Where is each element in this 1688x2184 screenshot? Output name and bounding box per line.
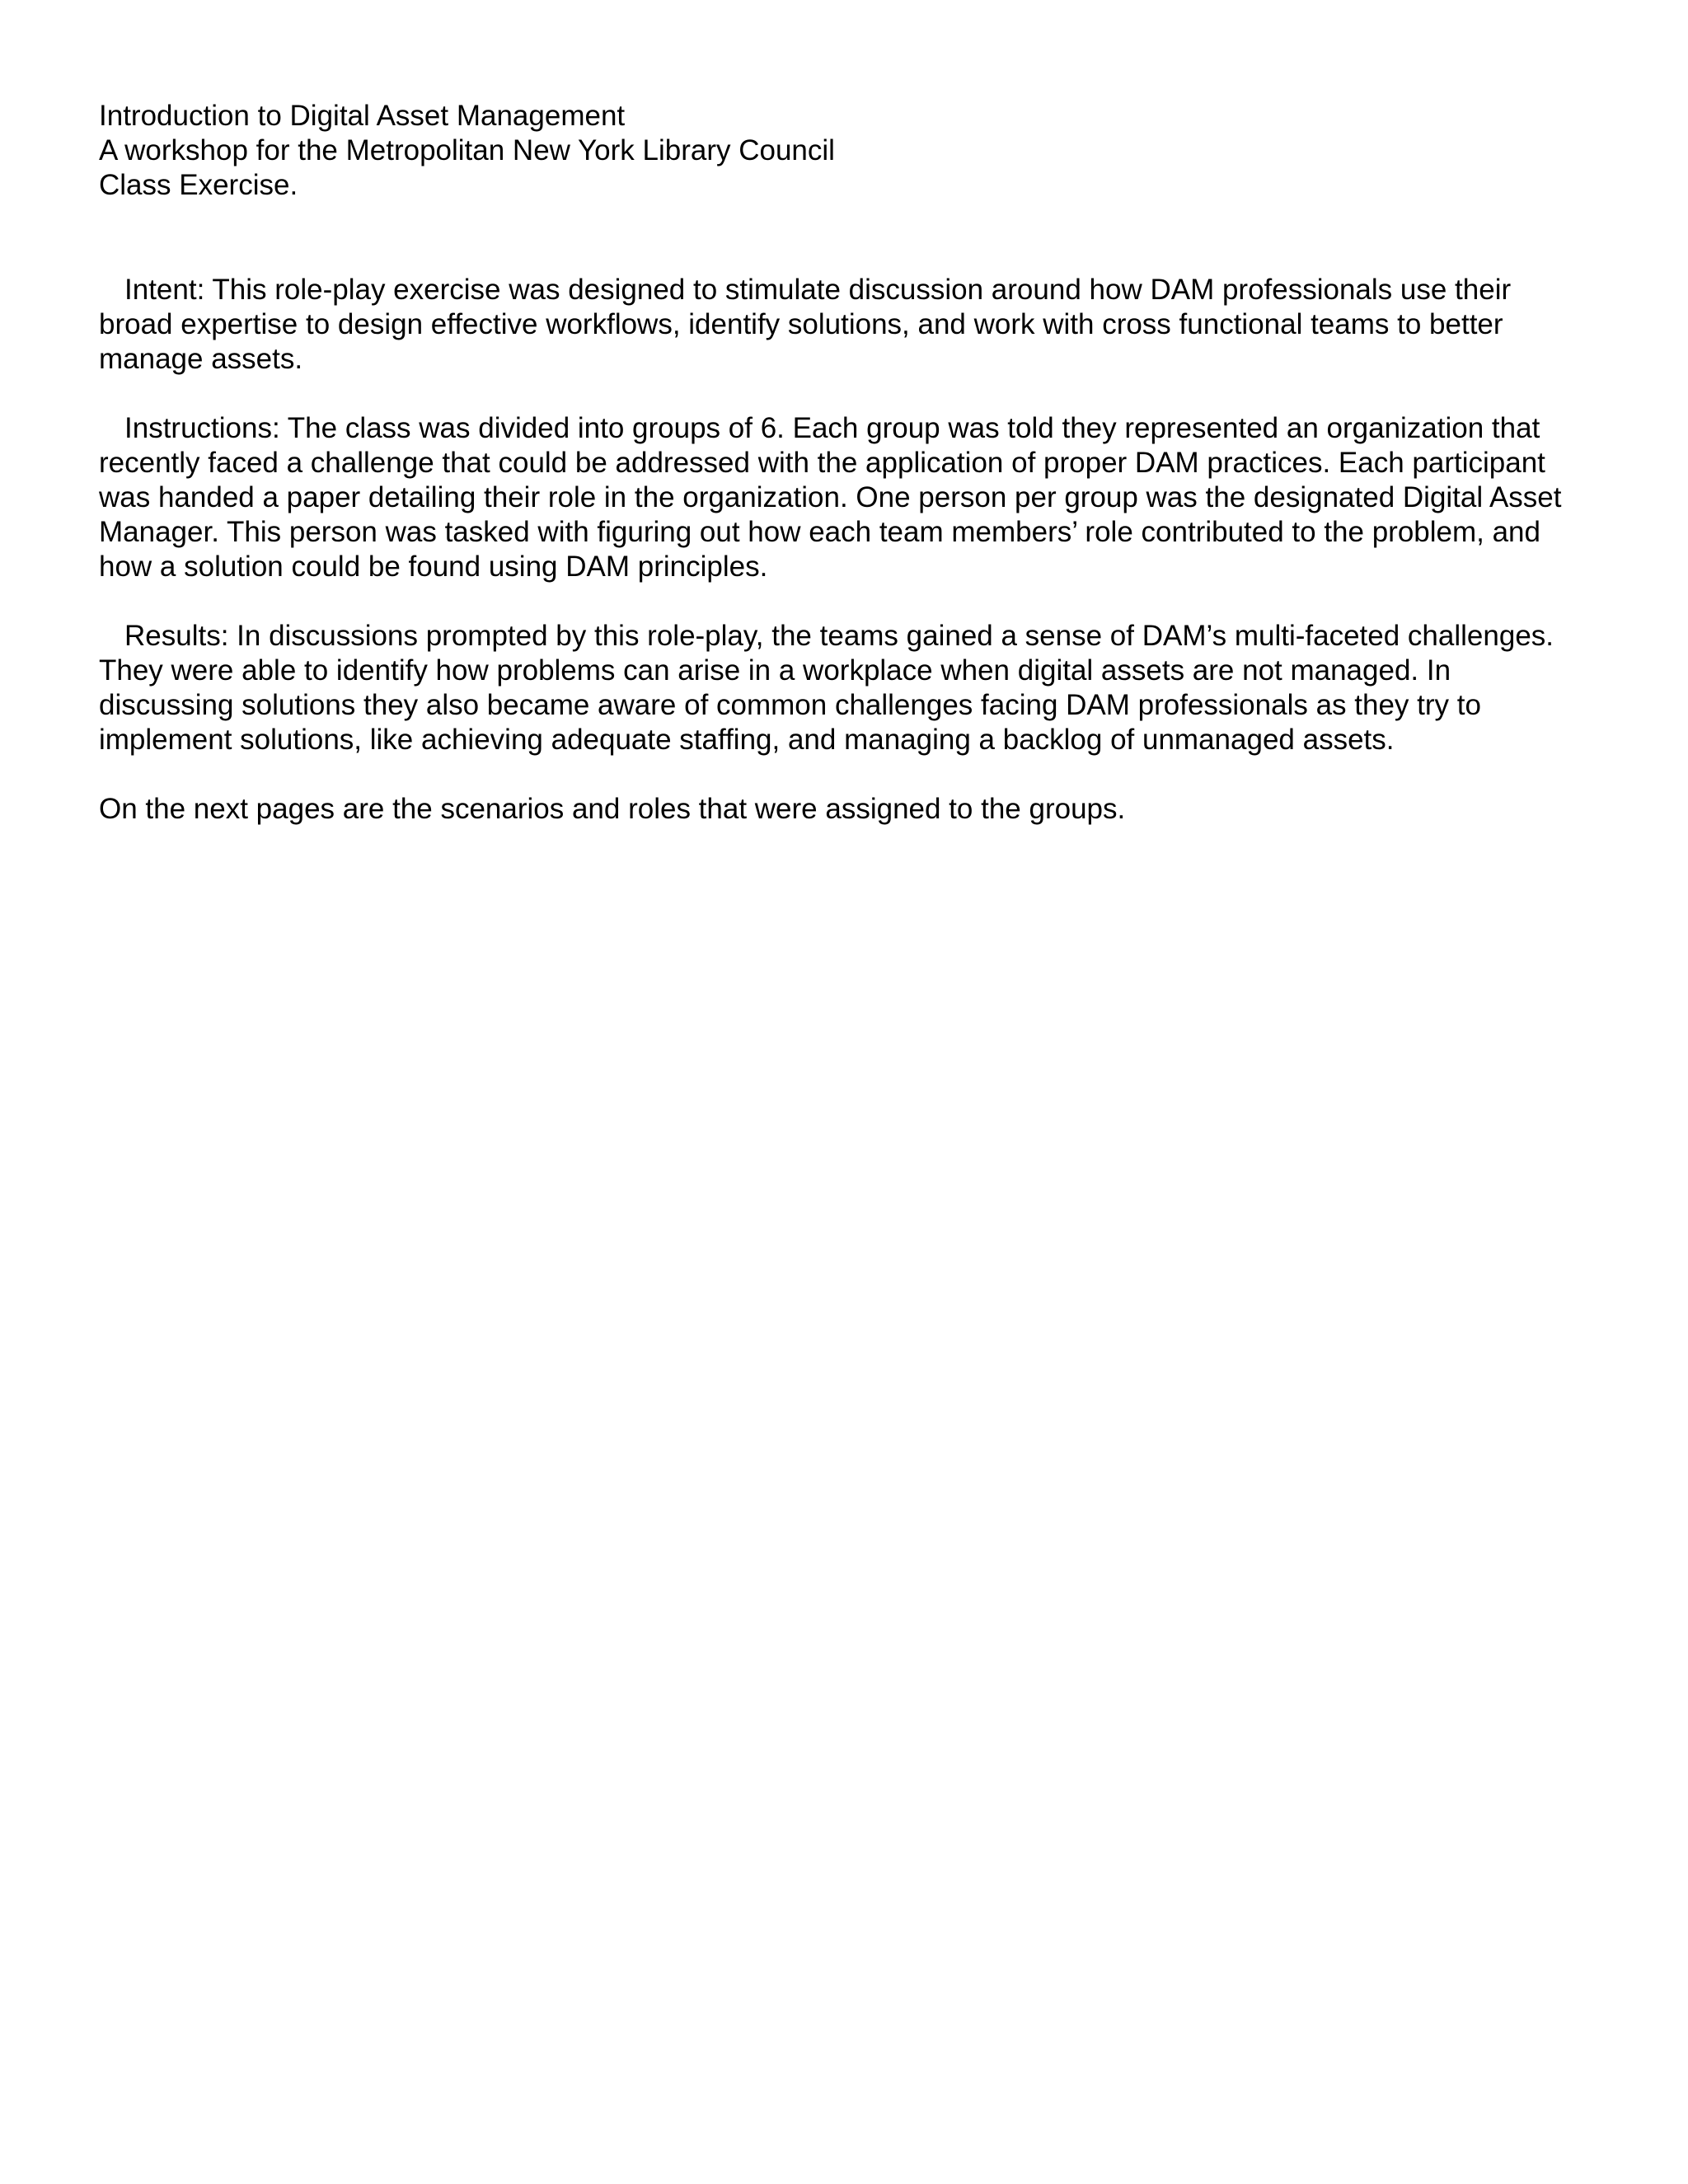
document-subtitle: A workshop for the Metropolitan New York Library Council (99, 134, 835, 166)
document-label: Class Exercise. (99, 169, 298, 201)
document-body (99, 273, 1591, 827)
closing-paragraph: On the next pages are the scenarios and roles that were assigned to the groups. (99, 793, 1126, 825)
results-paragraph: Results: In discussions prompted by this role-play, the teams gained a sense of DAM’s multi-faceted challenges. They were able to identify how problems can arise in a workplace when digital assets are not managed. In discussing solutions they also became aware of common challenges facing DAM professionals as they try to implement solutions, like achieving adequate staffing, and managing a backlog of unmanaged assets. (99, 620, 1554, 756)
intent-paragraph: Intent: This role-play exercise was designed to stimulate discussion around how DAM professionals use their broad expertise to design effective workflows, identify solutions, and work with cross functional teams to better manage assets. (99, 274, 1512, 375)
instructions-paragraph: Instructions: The class was divided into groups of 6. Each group was told they represented an organization that recently faced a challenge that could be addressed with the application of proper DAM practices. Each participant was handed a paper detailing their role in the organization. One person per group was the designated Digital Asset Manager. This person was tasked with figuring out how each team members’ role contributed to the problem, and how a solution could be found using DAM principles. (99, 412, 1562, 583)
document-header (99, 99, 1582, 203)
document-title: Introduction to Digital Asset Management (99, 100, 626, 132)
